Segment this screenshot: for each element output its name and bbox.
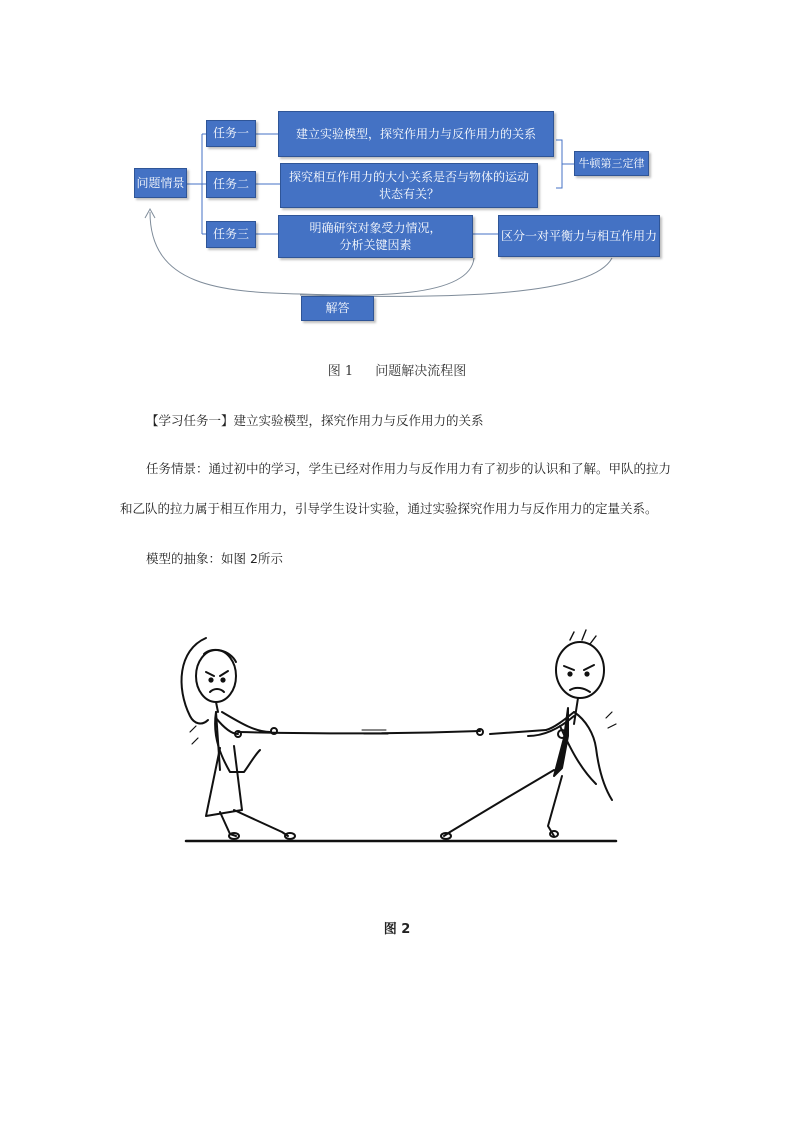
root-box-problem-scenario: 问题情景 — [134, 168, 187, 198]
task-three-description-box — [278, 215, 473, 258]
answer-box: 解答 — [301, 296, 374, 321]
figure1-label: 图 1 — [327, 364, 354, 379]
paragraph-line-1: 任务情景：通过初中的学习，学生已经对作用力与反作用力有了初步的认识和了解。甲队的拉力 — [146, 461, 672, 476]
tug-of-war-illustration — [150, 588, 648, 890]
task-one-box: 任务一 — [206, 120, 256, 147]
figure2-caption: 图 2 — [383, 922, 411, 937]
paragraph-line-2: 和乙队的拉力属于相互作用力，引导学生设计实验，通过实验探究作用力与反作用力的定量关系。 — [120, 501, 658, 516]
task-three-line2: 分析关键因素 — [339, 237, 412, 252]
distinguish-forces-box: 区分一对平衡力与相互作用力 — [498, 215, 660, 257]
task-two-box: 任务二 — [206, 171, 256, 198]
figure1-caption — [0, 360, 794, 379]
figure1-title: 问题解决流程图 — [375, 364, 467, 379]
task-one-description-box: 建立实验模型，探究作用力与反作用力的关系 — [278, 111, 554, 157]
flowchart — [0, 0, 794, 390]
task-two-description-box: 探究相互作用力的大小关系是否与物体的运动状态有关？ — [280, 163, 538, 208]
section-heading: 【学习任务一】建立实验模型，探究作用力与反作用力的关系 — [146, 413, 484, 428]
model-line: 模型的抽象：如图 2所示 — [146, 551, 283, 566]
task-three-box: 任务三 — [206, 221, 256, 248]
newton-third-law-box: 牛顿第三定律 — [574, 151, 649, 176]
task-three-line1: 明确研究对象受力情况， — [309, 220, 442, 235]
